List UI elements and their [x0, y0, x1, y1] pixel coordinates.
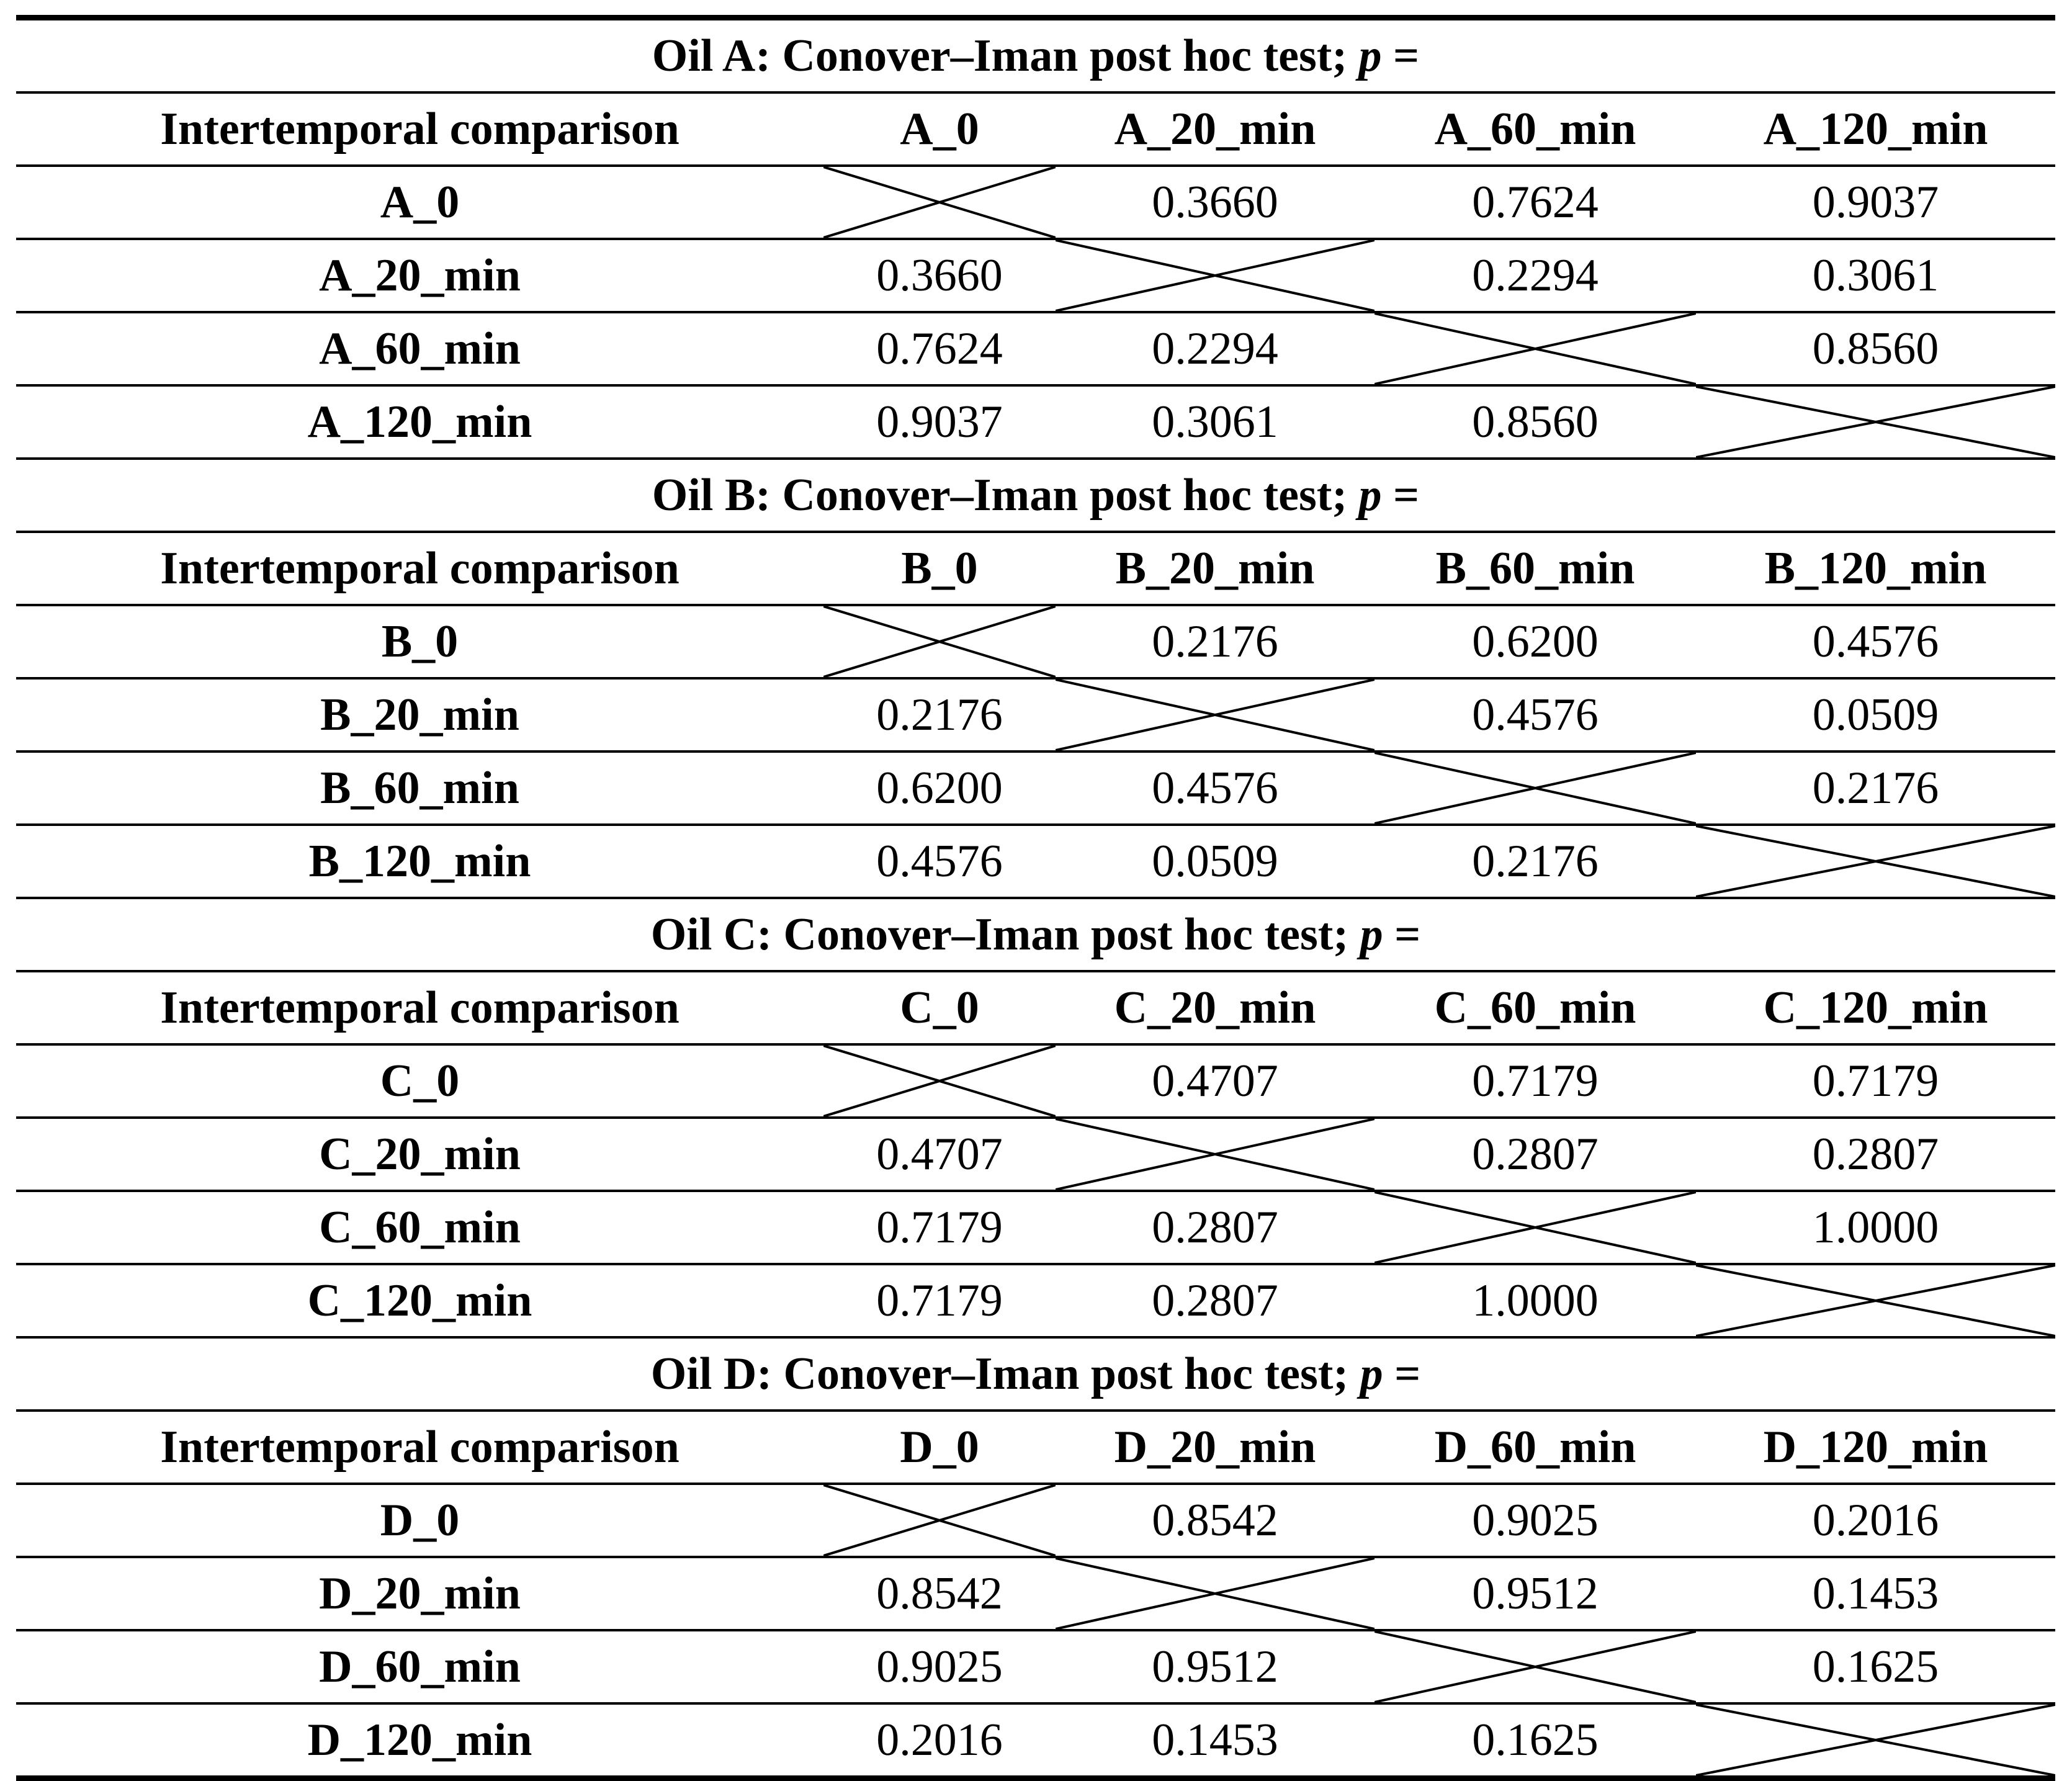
- diagonal-cross-icon: [1375, 1631, 1696, 1702]
- p-value-cell: 0.9512: [1375, 1557, 1696, 1630]
- column-header: B_20_min: [1056, 532, 1375, 605]
- diagonal-cell: [1375, 1191, 1696, 1264]
- conover-iman-results-table: [16, 15, 2055, 1781]
- p-value-cell: 0.0509: [1056, 825, 1375, 898]
- table-row: [16, 825, 2055, 898]
- column-header: A_120_min: [1696, 92, 2055, 166]
- row-label: C_20_min: [16, 1118, 823, 1191]
- table-row: [16, 1703, 2055, 1779]
- p-value-cell: 0.6200: [1375, 605, 1696, 678]
- table-row: [16, 1630, 2055, 1703]
- section-title: [16, 459, 2055, 532]
- p-value-cell: 0.3660: [1056, 166, 1375, 239]
- table-row: [16, 1044, 2055, 1118]
- row-header-label: Intertemporal comparison: [16, 971, 823, 1044]
- p-value-cell: 0.2807: [1696, 1118, 2055, 1191]
- p-value-cell: 1.0000: [1375, 1264, 1696, 1337]
- diagonal-cell: [1056, 678, 1375, 751]
- section-title-prefix: Oil D: Conover–Iman post hoc test;: [650, 1348, 1360, 1399]
- row-header-label: Intertemporal comparison: [16, 532, 823, 605]
- section-title: [16, 898, 2055, 971]
- table-row: [16, 751, 2055, 825]
- column-header: A_20_min: [1056, 92, 1375, 166]
- section-title-suffix: =: [1381, 470, 1420, 521]
- p-value-cell: 0.8560: [1696, 312, 2055, 385]
- p-value-cell: 0.4576: [1056, 751, 1375, 825]
- diagonal-cell: [1056, 1557, 1375, 1630]
- table-row: [16, 678, 2055, 751]
- column-header: C_20_min: [1056, 971, 1375, 1044]
- row-label: B_0: [16, 605, 823, 678]
- p-value-cell: 0.4707: [1056, 1044, 1375, 1118]
- diagonal-cross-icon: [823, 606, 1056, 677]
- diagonal-cross-icon: [1375, 753, 1696, 823]
- p-variable: p: [1360, 909, 1383, 960]
- p-value-cell: 0.1625: [1375, 1703, 1696, 1779]
- table-row: [16, 239, 2055, 312]
- diagonal-cross-icon: [1056, 1119, 1375, 1190]
- table-row: [16, 385, 2055, 459]
- row-header-label: Intertemporal comparison: [16, 1411, 823, 1484]
- p-variable: p: [1360, 1348, 1383, 1399]
- section-title-suffix: =: [1381, 30, 1420, 81]
- p-value-cell: 0.7624: [1375, 166, 1696, 239]
- row-label: D_120_min: [16, 1703, 823, 1779]
- diagonal-cross-icon: [1056, 240, 1375, 311]
- p-value-cell: 0.9037: [823, 385, 1056, 459]
- diagonal-cell: [1056, 239, 1375, 312]
- row-label: A_60_min: [16, 312, 823, 385]
- column-header: B_60_min: [1375, 532, 1696, 605]
- p-value-cell: 0.3061: [1056, 385, 1375, 459]
- diagonal-cross-icon: [1696, 826, 2055, 897]
- p-value-cell: 0.3660: [823, 239, 1056, 312]
- p-value-cell: 0.2176: [1056, 605, 1375, 678]
- diagonal-cell: [1375, 312, 1696, 385]
- column-header: B_0: [823, 532, 1056, 605]
- diagonal-cell: [823, 166, 1056, 239]
- section-title: [16, 1337, 2055, 1411]
- section-title-prefix: Oil A: Conover–Iman post hoc test;: [652, 30, 1359, 81]
- diagonal-cross-icon: [1375, 1192, 1696, 1263]
- table-row: [16, 1484, 2055, 1557]
- conover-iman-table-container: [16, 15, 2055, 1781]
- table-row: [16, 166, 2055, 239]
- p-value-cell: 0.0509: [1696, 678, 2055, 751]
- section-title-suffix: =: [1383, 909, 1421, 960]
- p-value-cell: 0.2176: [1696, 751, 2055, 825]
- p-value-cell: 0.9025: [1375, 1484, 1696, 1557]
- row-label: A_0: [16, 166, 823, 239]
- p-value-cell: 1.0000: [1696, 1191, 2055, 1264]
- column-header: C_0: [823, 971, 1056, 1044]
- p-value-cell: 0.7179: [823, 1191, 1056, 1264]
- p-value-cell: 0.9025: [823, 1630, 1056, 1703]
- p-value-cell: 0.4576: [823, 825, 1056, 898]
- column-header: C_120_min: [1696, 971, 2055, 1044]
- p-value-cell: 0.6200: [823, 751, 1056, 825]
- column-header-row: [16, 92, 2055, 166]
- diagonal-cross-icon: [1696, 387, 2055, 457]
- section-title-row-d: [16, 1337, 2055, 1411]
- p-value-cell: 0.9037: [1696, 166, 2055, 239]
- diagonal-cross-icon: [1696, 1705, 2055, 1775]
- section-title-prefix: Oil C: Conover–Iman post hoc test;: [650, 909, 1360, 960]
- p-value-cell: 0.8542: [823, 1557, 1056, 1630]
- table-row: [16, 312, 2055, 385]
- section-title-row-c: [16, 898, 2055, 971]
- column-header-row: [16, 1411, 2055, 1484]
- p-value-cell: 0.7179: [1696, 1044, 2055, 1118]
- table-row: [16, 1191, 2055, 1264]
- p-variable: p: [1358, 30, 1382, 81]
- row-label: B_20_min: [16, 678, 823, 751]
- p-value-cell: 0.4576: [1696, 605, 2055, 678]
- table-row: [16, 605, 2055, 678]
- column-header: D_0: [823, 1411, 1056, 1484]
- column-header: A_0: [823, 92, 1056, 166]
- section-title-row-a: [16, 18, 2055, 93]
- row-label: C_0: [16, 1044, 823, 1118]
- column-header: D_60_min: [1375, 1411, 1696, 1484]
- diagonal-cross-icon: [1056, 1558, 1375, 1629]
- row-label: D_0: [16, 1484, 823, 1557]
- row-label: B_60_min: [16, 751, 823, 825]
- p-value-cell: 0.9512: [1056, 1630, 1375, 1703]
- column-header: C_60_min: [1375, 971, 1696, 1044]
- column-header-row: [16, 532, 2055, 605]
- section-title: [16, 18, 2055, 93]
- diagonal-cell: [823, 605, 1056, 678]
- p-value-cell: 0.8542: [1056, 1484, 1375, 1557]
- diagonal-cell: [1375, 751, 1696, 825]
- column-header: D_20_min: [1056, 1411, 1375, 1484]
- diagonal-cell: [1696, 1703, 2055, 1779]
- row-label: B_120_min: [16, 825, 823, 898]
- diagonal-cell: [823, 1044, 1056, 1118]
- p-value-cell: 0.4707: [823, 1118, 1056, 1191]
- p-value-cell: 0.7179: [823, 1264, 1056, 1337]
- table-row: [16, 1118, 2055, 1191]
- row-label: C_60_min: [16, 1191, 823, 1264]
- diagonal-cross-icon: [823, 1046, 1056, 1116]
- column-header: B_120_min: [1696, 532, 2055, 605]
- row-label: D_20_min: [16, 1557, 823, 1630]
- row-label: A_20_min: [16, 239, 823, 312]
- p-value-cell: 0.2294: [1375, 239, 1696, 312]
- diagonal-cross-icon: [1375, 313, 1696, 384]
- row-label: C_120_min: [16, 1264, 823, 1337]
- p-value-cell: 0.2807: [1056, 1191, 1375, 1264]
- p-value-cell: 0.2807: [1056, 1264, 1375, 1337]
- table-row: [16, 1557, 2055, 1630]
- row-header-label: Intertemporal comparison: [16, 92, 823, 166]
- column-header: D_120_min: [1696, 1411, 2055, 1484]
- p-value-cell: 0.2016: [823, 1703, 1056, 1779]
- diagonal-cross-icon: [1696, 1265, 2055, 1336]
- diagonal-cross-icon: [823, 1485, 1056, 1556]
- diagonal-cell: [1375, 1630, 1696, 1703]
- p-variable: p: [1358, 470, 1382, 521]
- diagonal-cell: [823, 1484, 1056, 1557]
- diagonal-cell: [1696, 825, 2055, 898]
- section-title-row-b: [16, 459, 2055, 532]
- p-value-cell: 0.2294: [1056, 312, 1375, 385]
- p-value-cell: 0.7179: [1375, 1044, 1696, 1118]
- p-value-cell: 0.2807: [1375, 1118, 1696, 1191]
- p-value-cell: 0.1453: [1696, 1557, 2055, 1630]
- section-title-suffix: =: [1383, 1348, 1421, 1399]
- diagonal-cross-icon: [1056, 680, 1375, 750]
- diagonal-cell: [1056, 1118, 1375, 1191]
- row-label: D_60_min: [16, 1630, 823, 1703]
- column-header: A_60_min: [1375, 92, 1696, 166]
- p-value-cell: 0.2016: [1696, 1484, 2055, 1557]
- p-value-cell: 0.1453: [1056, 1703, 1375, 1779]
- p-value-cell: 0.4576: [1375, 678, 1696, 751]
- p-value-cell: 0.3061: [1696, 239, 2055, 312]
- p-value-cell: 0.2176: [823, 678, 1056, 751]
- diagonal-cross-icon: [823, 167, 1056, 238]
- column-header-row: [16, 971, 2055, 1044]
- row-label: A_120_min: [16, 385, 823, 459]
- p-value-cell: 0.2176: [1375, 825, 1696, 898]
- p-value-cell: 0.1625: [1696, 1630, 2055, 1703]
- p-value-cell: 0.7624: [823, 312, 1056, 385]
- diagonal-cell: [1696, 1264, 2055, 1337]
- p-value-cell: 0.8560: [1375, 385, 1696, 459]
- diagonal-cell: [1696, 385, 2055, 459]
- table-row: [16, 1264, 2055, 1337]
- section-title-prefix: Oil B: Conover–Iman post hoc test;: [652, 470, 1359, 521]
